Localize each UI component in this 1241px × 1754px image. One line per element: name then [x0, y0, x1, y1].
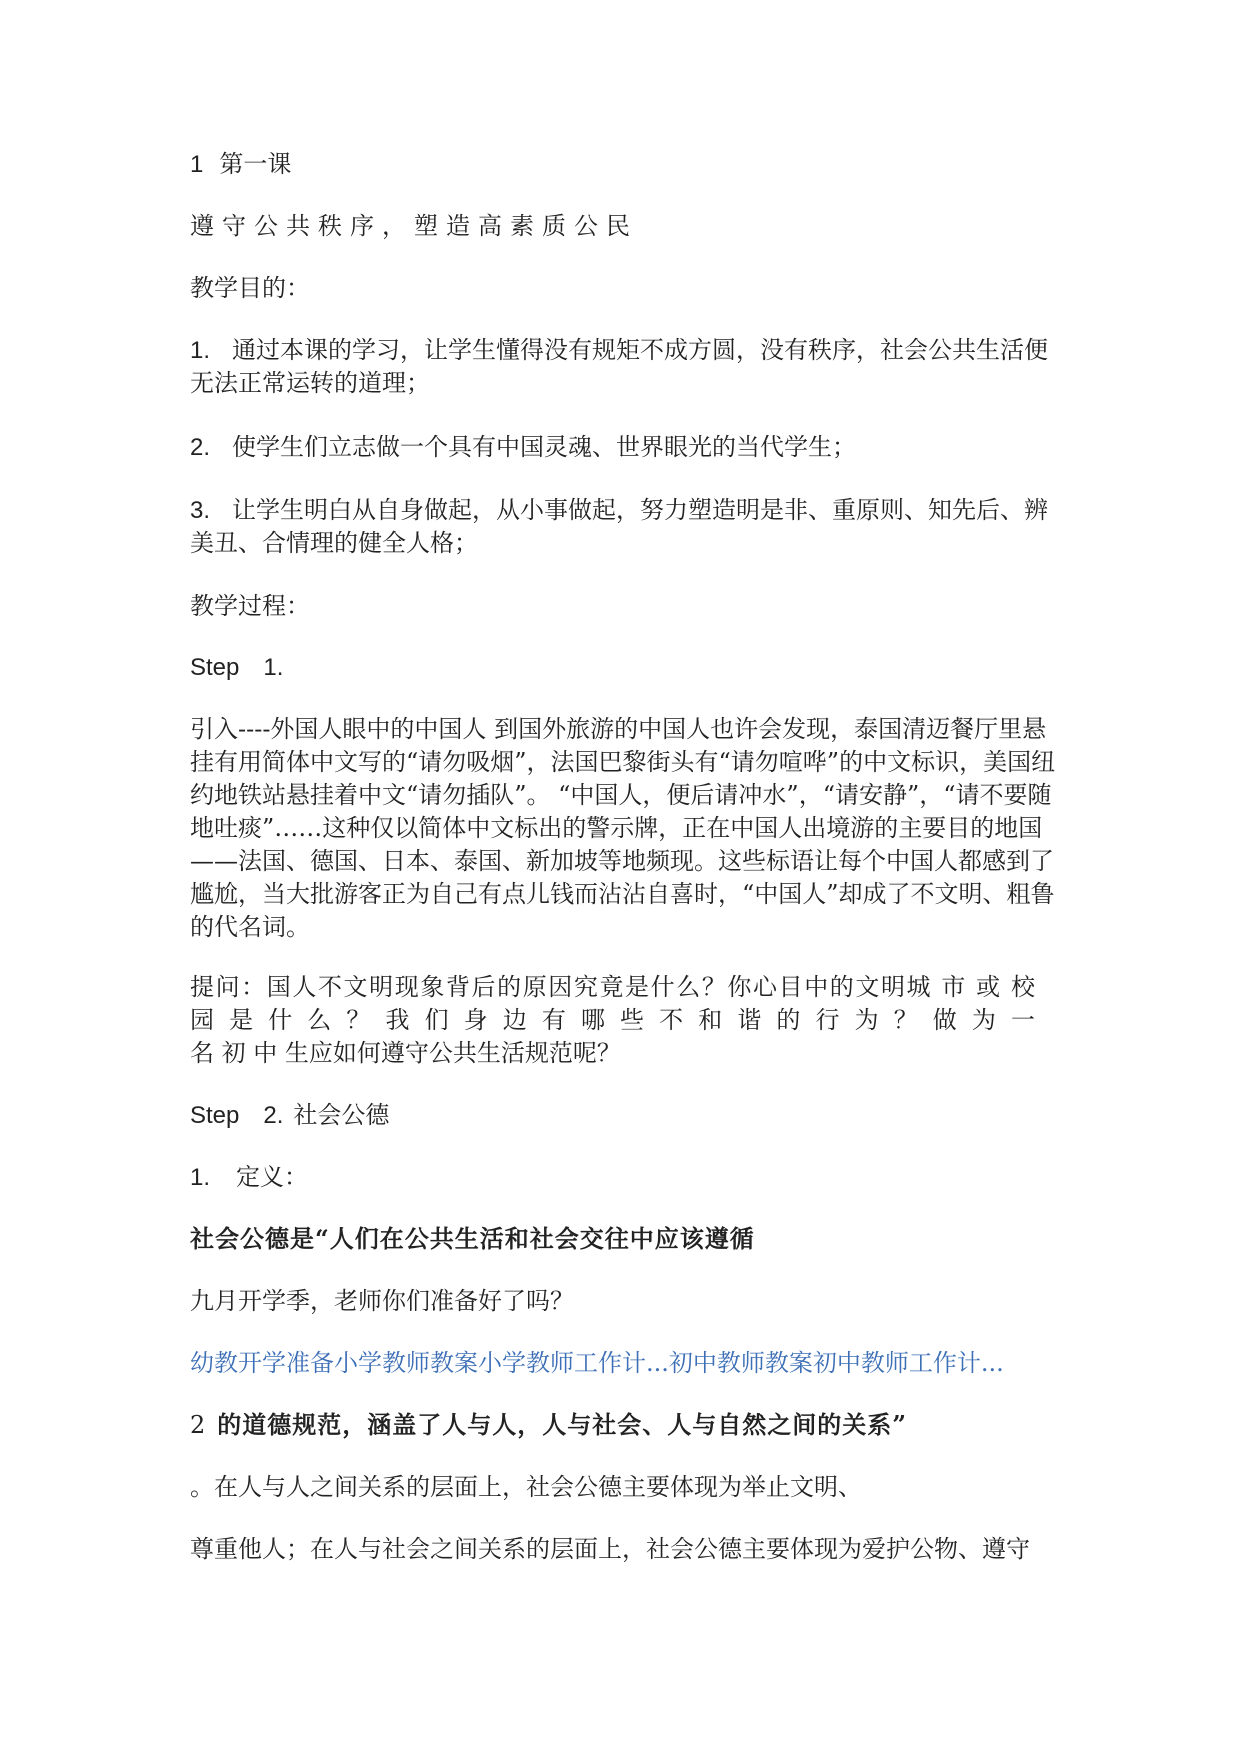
intro-paragraph: 引入----外国人眼中的中国人 到国外旅游的中国人也许会发现，泰国清迈餐厅里悬挂有用简体中文写的“请勿吸烟”，法国巴黎街头有“请勿喧哗”的中文标识，美国纽约地铁站悬挂着中文“请勿插队”。 “中国人，便后请冲水”，“请安静”，“请不要随地吐痰”……这种仅以简体中文标出的警示牌，正在中国人出境游的主要目的地国——法国、德国、日本、泰国、新加坡等地频现。这些标语让每个中国人都感到了尴尬，当大批游客正为自己有点儿钱而沾沾自喜时，“中国人”却成了不文明、粗鲁的代名词。: [190, 715, 1056, 941]
goal-item-2-number: 2.: [190, 434, 211, 461]
lesson-heading: [190, 148, 1060, 181]
step-2-prefix: Step 2.: [190, 1102, 284, 1129]
definition-label: 定义：: [236, 1163, 309, 1191]
question-line-1: 提问：国人不文明现象背后的原因究竟是什么？你心目中的文明城 市 或 校: [190, 973, 1035, 1001]
goal-item-1-text: 通过本课的学习，让学生懂得没有规矩不成方圆，没有秩序，社会公共生活便无法正常运转的道理；: [190, 336, 1049, 397]
lesson-number: 1: [190, 151, 204, 178]
paragraph-2-number: 2: [190, 1411, 206, 1439]
paragraph-2-line-2: 尊重他人；在人与社会之间关系的层面上，社会公德主要体现为爱护公物、遵守: [190, 1535, 1030, 1563]
paragraph-2-line-1: 。在人与人之间关系的层面上，社会公德主要体现为举止文明、: [190, 1473, 862, 1501]
step-1-heading: Step 1.: [190, 654, 284, 681]
paragraph-2-bold-text: 的道德规范，涵盖了人与人，人与社会、人与自然之间的关系”: [217, 1410, 908, 1439]
goal-item-3-text: 让学生明白从自身做起，从小事做起，努力塑造明是非、重原则、知先后、辨美丑、合情理的健全人格；: [190, 496, 1049, 557]
definition-number: 1.: [190, 1164, 211, 1191]
goal-item-3-number: 3.: [190, 497, 211, 524]
question-line-3: 名 初 中 生应如何遵守公共生活规范呢？: [190, 1039, 621, 1067]
lesson-subtitle: 遵守公共秩序，塑造高素质公民: [190, 212, 638, 240]
teaching-goals-heading: 教学目的：: [190, 274, 310, 302]
question-line-2: 园 是 什 么 ？ 我 们 身 边 有 哪 些 不 和 谐 的 行 为 ？ 做 为 一: [190, 1006, 1035, 1034]
ad-question: 九月开学季，老师你们准备好了吗？: [190, 1287, 574, 1315]
goal-item-1: [190, 334, 1060, 400]
definition-heading: [190, 1161, 1060, 1194]
definition-bold-sentence: 社会公德是“人们在公共生活和社会交往中应该遵循: [190, 1224, 755, 1253]
ad-link[interactable]: 幼教开学准备小学教师教案小学教师工作计...初中教师教案初中教师工作计...: [190, 1349, 1004, 1377]
teaching-process-heading: 教学过程：: [190, 592, 310, 620]
step-2-title: 社会公德: [293, 1101, 390, 1129]
goal-item-1-number: 1.: [190, 337, 211, 364]
goal-item-3: [190, 494, 1060, 560]
paragraph-2-heading: [190, 1409, 1060, 1441]
lesson-title: 第一课: [219, 150, 292, 178]
goal-item-2: [190, 431, 1060, 464]
step-2-heading: [190, 1099, 1060, 1132]
goal-item-2-text: 使学生们立志做一个具有中国灵魂、世界眼光的当代学生；: [232, 433, 857, 461]
